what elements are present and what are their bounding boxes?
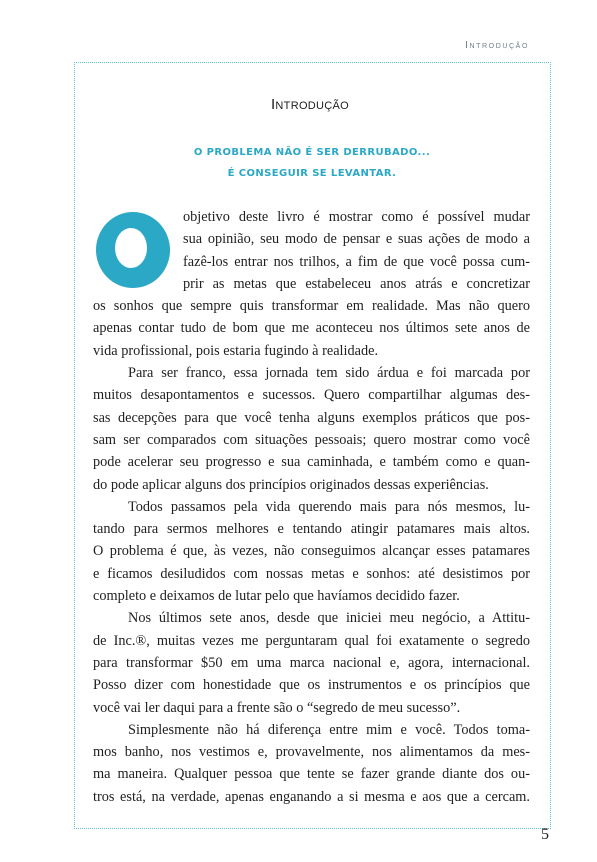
running-header: Introdução — [465, 40, 529, 51]
text-line: você vai ler daqui para a frente são o “segredo de meu sucesso”. — [93, 699, 461, 716]
chapter-title: Introdução — [270, 96, 350, 113]
text-line: apenas contar tudo de bom que me aconteceu nos últimos sete anos de — [93, 320, 530, 337]
text-line: sam ser comparados com situações pessoais; quero mostrar como você — [93, 431, 530, 448]
text-line: prir as metas que estabeleceu anos atrás e concretizar — [183, 275, 530, 292]
text-line: Posso dizer com honestidade que os instrumentos e os princípios que — [93, 677, 530, 694]
text-line: completo e deixamos de lutar pelo que havíamos decidido fazer. — [93, 588, 460, 605]
text-line: ma maneira. Qualquer pessoa que tente se fazer grande diante dos ou- — [93, 766, 530, 783]
text-line: sas decepções para que você tenha alguns exemplos práticos que pos- — [93, 409, 530, 426]
page-number: 5 — [541, 826, 549, 843]
text-line: mos banho, nos vestimos e, provavelmente, nos alimentamos da mes- — [93, 744, 530, 761]
text-line: Simplesmente não há diferença entre mim e você. Todos toma- — [128, 721, 530, 738]
epigraph-line-1: O PROBLEMA NÃO É SER DERRUBADO... — [193, 147, 431, 158]
text-line: de Inc.®, muitas vezes me perguntaram qual foi exatamente o segredo — [93, 632, 530, 649]
text-line: objetivo deste livro é mostrar como é possível mudar — [183, 209, 530, 225]
text-line: pode acelerar seu progresso e sua caminhada, e também como e quan- — [93, 454, 530, 471]
text-line: sua opinião, seu modo de pensar e suas ações de modo a — [183, 231, 530, 248]
epigraph-line-2: É CONSEGUIR SE LEVANTAR. — [227, 168, 397, 179]
body-text — [93, 206, 530, 808]
text-line: para transformar $50 em uma marca nacional e, agora, internacional. — [93, 654, 530, 671]
text-line: muitos desapontamentos e sucessos. Quero compartilhar algumas des- — [93, 387, 530, 404]
text-line: Todos passamos pela vida querendo mais para nós mesmos, lu- — [128, 498, 530, 515]
text-line: fazê-los entrar nos trilhos, a fim de que você possa cum- — [183, 253, 530, 270]
text-line: tando para sermos melhores e tentando atingir patamares mais altos. — [93, 521, 530, 538]
text-line: Para ser franco, essa jornada tem sido árdua e foi marcada por — [128, 365, 530, 382]
text-line: Nos últimos sete anos, desde que iniciei meu negócio, a Attitu- — [128, 610, 530, 627]
text-line: vida profissional, pois estaria fugindo à realidade. — [93, 342, 379, 359]
text-line: do pode aplicar alguns dos princípios originados dessas experiências. — [93, 476, 489, 493]
text-line: tros está, na verdade, apenas enganando a si mesma e aos que a cercam. — [93, 788, 530, 805]
text-line: O problema é que, às vezes, não conseguimos alcançar esses patamares — [93, 543, 530, 560]
text-line: e ficamos desiludidos com nossas metas e sonhos: até desistimos por — [93, 565, 530, 582]
text-line: os sonhos que sempre quis transformar em realidade. Mas não quero — [93, 298, 530, 315]
